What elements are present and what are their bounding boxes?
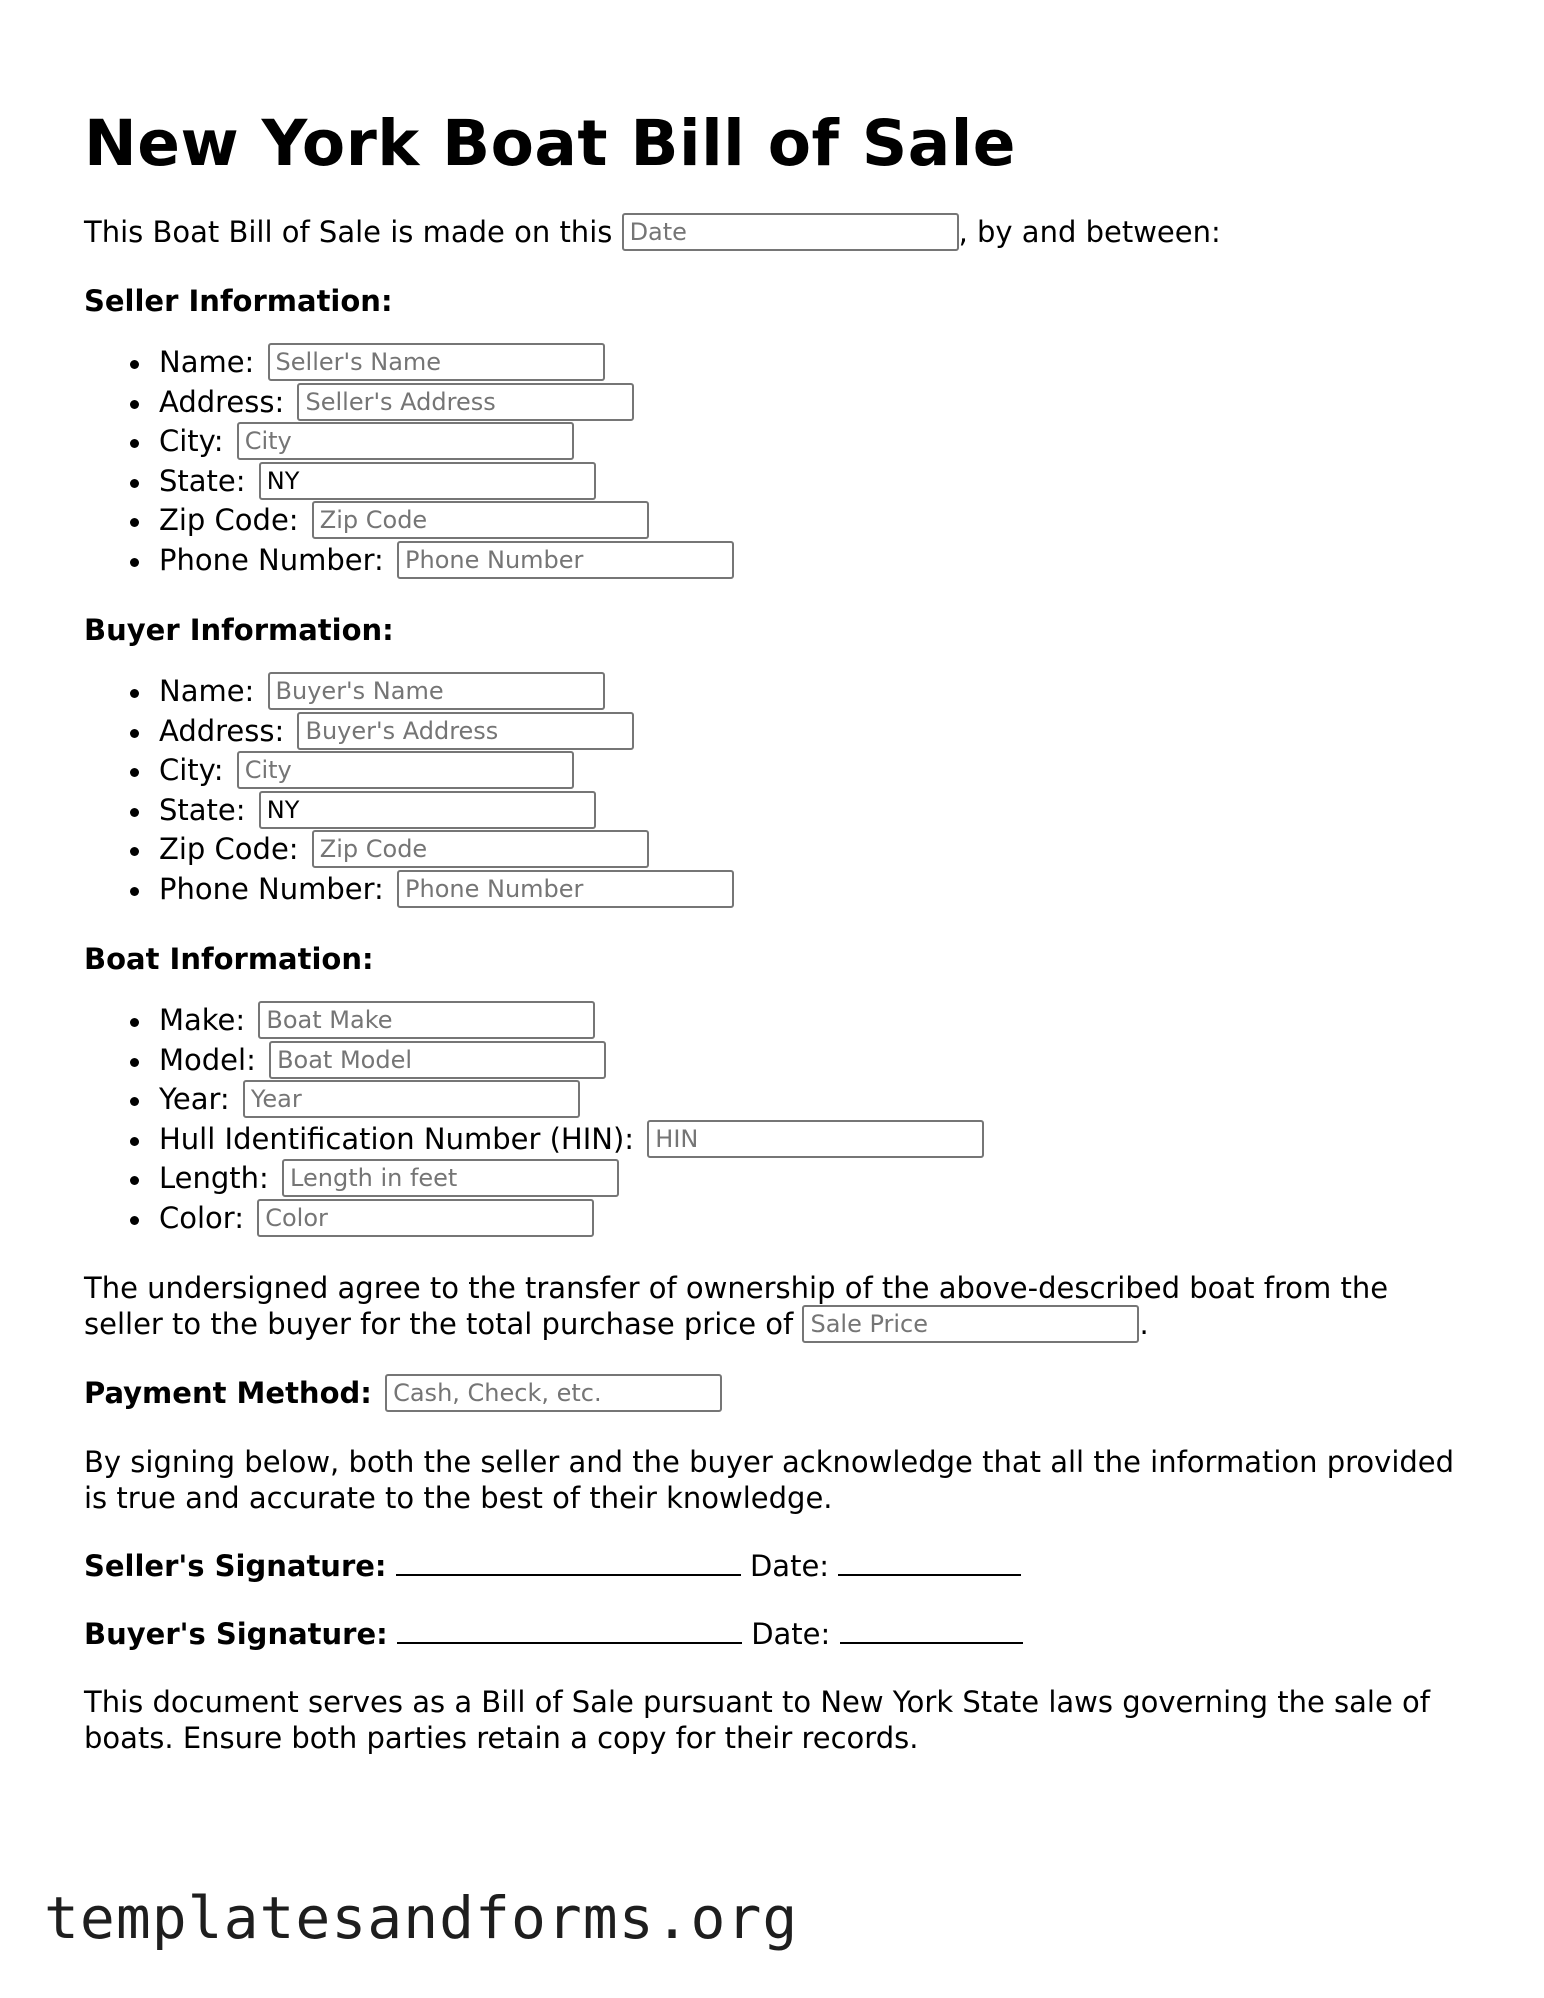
closing-paragraph: This document serves as a Bill of Sale pursuant to New York State laws governing the sale of boats. Ensure both parties retain a copy for their records. — [84, 1685, 1430, 1755]
boat-fields-list — [84, 1001, 1464, 1238]
list-item — [159, 462, 1464, 502]
transfer-paragraph — [84, 1270, 1464, 1343]
buyer-phone-input[interactable] — [397, 870, 734, 908]
buyer-city-input[interactable] — [237, 751, 574, 789]
boat-year-input[interactable] — [243, 1080, 580, 1118]
field-label: State: — [159, 463, 246, 498]
list-item — [159, 383, 1464, 423]
seller-date-label: Date: — [749, 1549, 830, 1583]
seller-signature-label: Seller's Signature: — [84, 1549, 387, 1583]
boat-model-input[interactable] — [269, 1041, 606, 1079]
acknowledge-paragraph: By signing below, both the seller and the buyer acknowledge that all the information provided is true and accurate to the best of their knowledge. — [84, 1445, 1455, 1515]
intro-text-after: , by and between: — [958, 215, 1221, 249]
field-label: Zip Code: — [159, 832, 299, 866]
buyer-date-line — [840, 1616, 1023, 1644]
boat-make-input[interactable] — [258, 1001, 595, 1039]
page-title: New York Boat Bill of Sale — [84, 107, 1017, 180]
list-item — [159, 501, 1464, 541]
list-item — [159, 422, 1464, 462]
intro-line — [84, 214, 1464, 251]
boat-heading: Boat Information: — [84, 942, 374, 976]
field-label: Name: — [159, 345, 255, 379]
field-label: Model: — [159, 1042, 256, 1077]
field-label: Address: — [159, 384, 285, 419]
buyer-state-input[interactable] — [259, 791, 596, 829]
buyer-signature-line — [397, 1616, 742, 1644]
field-label: Phone Number: — [159, 542, 384, 577]
payment-method-row — [84, 1375, 1464, 1412]
field-label: Color: — [159, 1200, 244, 1235]
list-item — [159, 541, 1464, 581]
list-item — [159, 672, 1464, 712]
buyer-address-input[interactable] — [297, 712, 634, 750]
seller-address-input[interactable] — [297, 383, 634, 421]
seller-signature-line — [396, 1548, 741, 1576]
list-item — [159, 1041, 1464, 1081]
list-item — [159, 1001, 1464, 1041]
buyer-date-label: Date: — [751, 1617, 831, 1651]
list-item — [159, 1120, 1464, 1160]
field-label: Name: — [159, 674, 255, 708]
boat-length-input[interactable] — [282, 1159, 619, 1197]
seller-phone-input[interactable] — [397, 541, 734, 579]
list-item — [159, 1199, 1464, 1239]
buyer-name-input[interactable] — [268, 672, 605, 710]
seller-name-input[interactable] — [268, 343, 605, 381]
buyer-zip-input[interactable] — [312, 830, 649, 868]
field-label: State: — [159, 792, 246, 827]
sale-price-input[interactable] — [802, 1305, 1139, 1343]
sale-date-input[interactable] — [622, 213, 959, 251]
seller-heading: Seller Information: — [84, 284, 393, 318]
buyer-fields-list — [84, 672, 1464, 909]
seller-state-input[interactable] — [259, 462, 596, 500]
site-watermark: templatesandforms.org — [44, 1884, 799, 1952]
buyer-signature-label: Buyer's Signature: — [84, 1617, 388, 1651]
seller-date-line — [838, 1548, 1021, 1576]
list-item — [159, 830, 1464, 870]
field-label: City: — [159, 424, 224, 458]
field-label: City: — [159, 753, 224, 787]
list-item — [159, 791, 1464, 831]
field-label: Year: — [159, 1082, 230, 1116]
field-label: Address: — [159, 713, 285, 748]
field-label: Zip Code: — [159, 503, 299, 537]
bill-of-sale-form — [84, 100, 1464, 1756]
seller-zip-input[interactable] — [312, 501, 649, 539]
list-item — [159, 712, 1464, 752]
field-label: Make: — [159, 1003, 246, 1037]
field-label: Phone Number: — [159, 871, 384, 906]
transfer-text: The undersigned agree to the transfer of ownership of the above-described boat from the seller to the buyer for the total purchase price of — [84, 1271, 1389, 1341]
list-item — [159, 1080, 1464, 1120]
seller-signature-row — [84, 1548, 1464, 1584]
transfer-end: . — [1139, 1307, 1149, 1341]
field-label: Length: — [159, 1161, 269, 1195]
seller-city-input[interactable] — [237, 422, 574, 460]
payment-method-input[interactable] — [385, 1374, 722, 1412]
buyer-heading: Buyer Information: — [84, 613, 394, 647]
list-item — [159, 1159, 1464, 1199]
list-item — [159, 751, 1464, 791]
payment-method-label: Payment Method: — [84, 1376, 372, 1410]
list-item — [159, 343, 1464, 383]
intro-text-before: This Boat Bill of Sale is made on this — [84, 215, 622, 249]
boat-hin-input[interactable] — [647, 1120, 984, 1158]
boat-color-input[interactable] — [257, 1199, 594, 1237]
buyer-signature-row — [84, 1616, 1464, 1652]
field-label: Hull Identification Number (HIN): — [159, 1121, 635, 1156]
seller-fields-list — [84, 343, 1464, 580]
list-item — [159, 870, 1464, 910]
